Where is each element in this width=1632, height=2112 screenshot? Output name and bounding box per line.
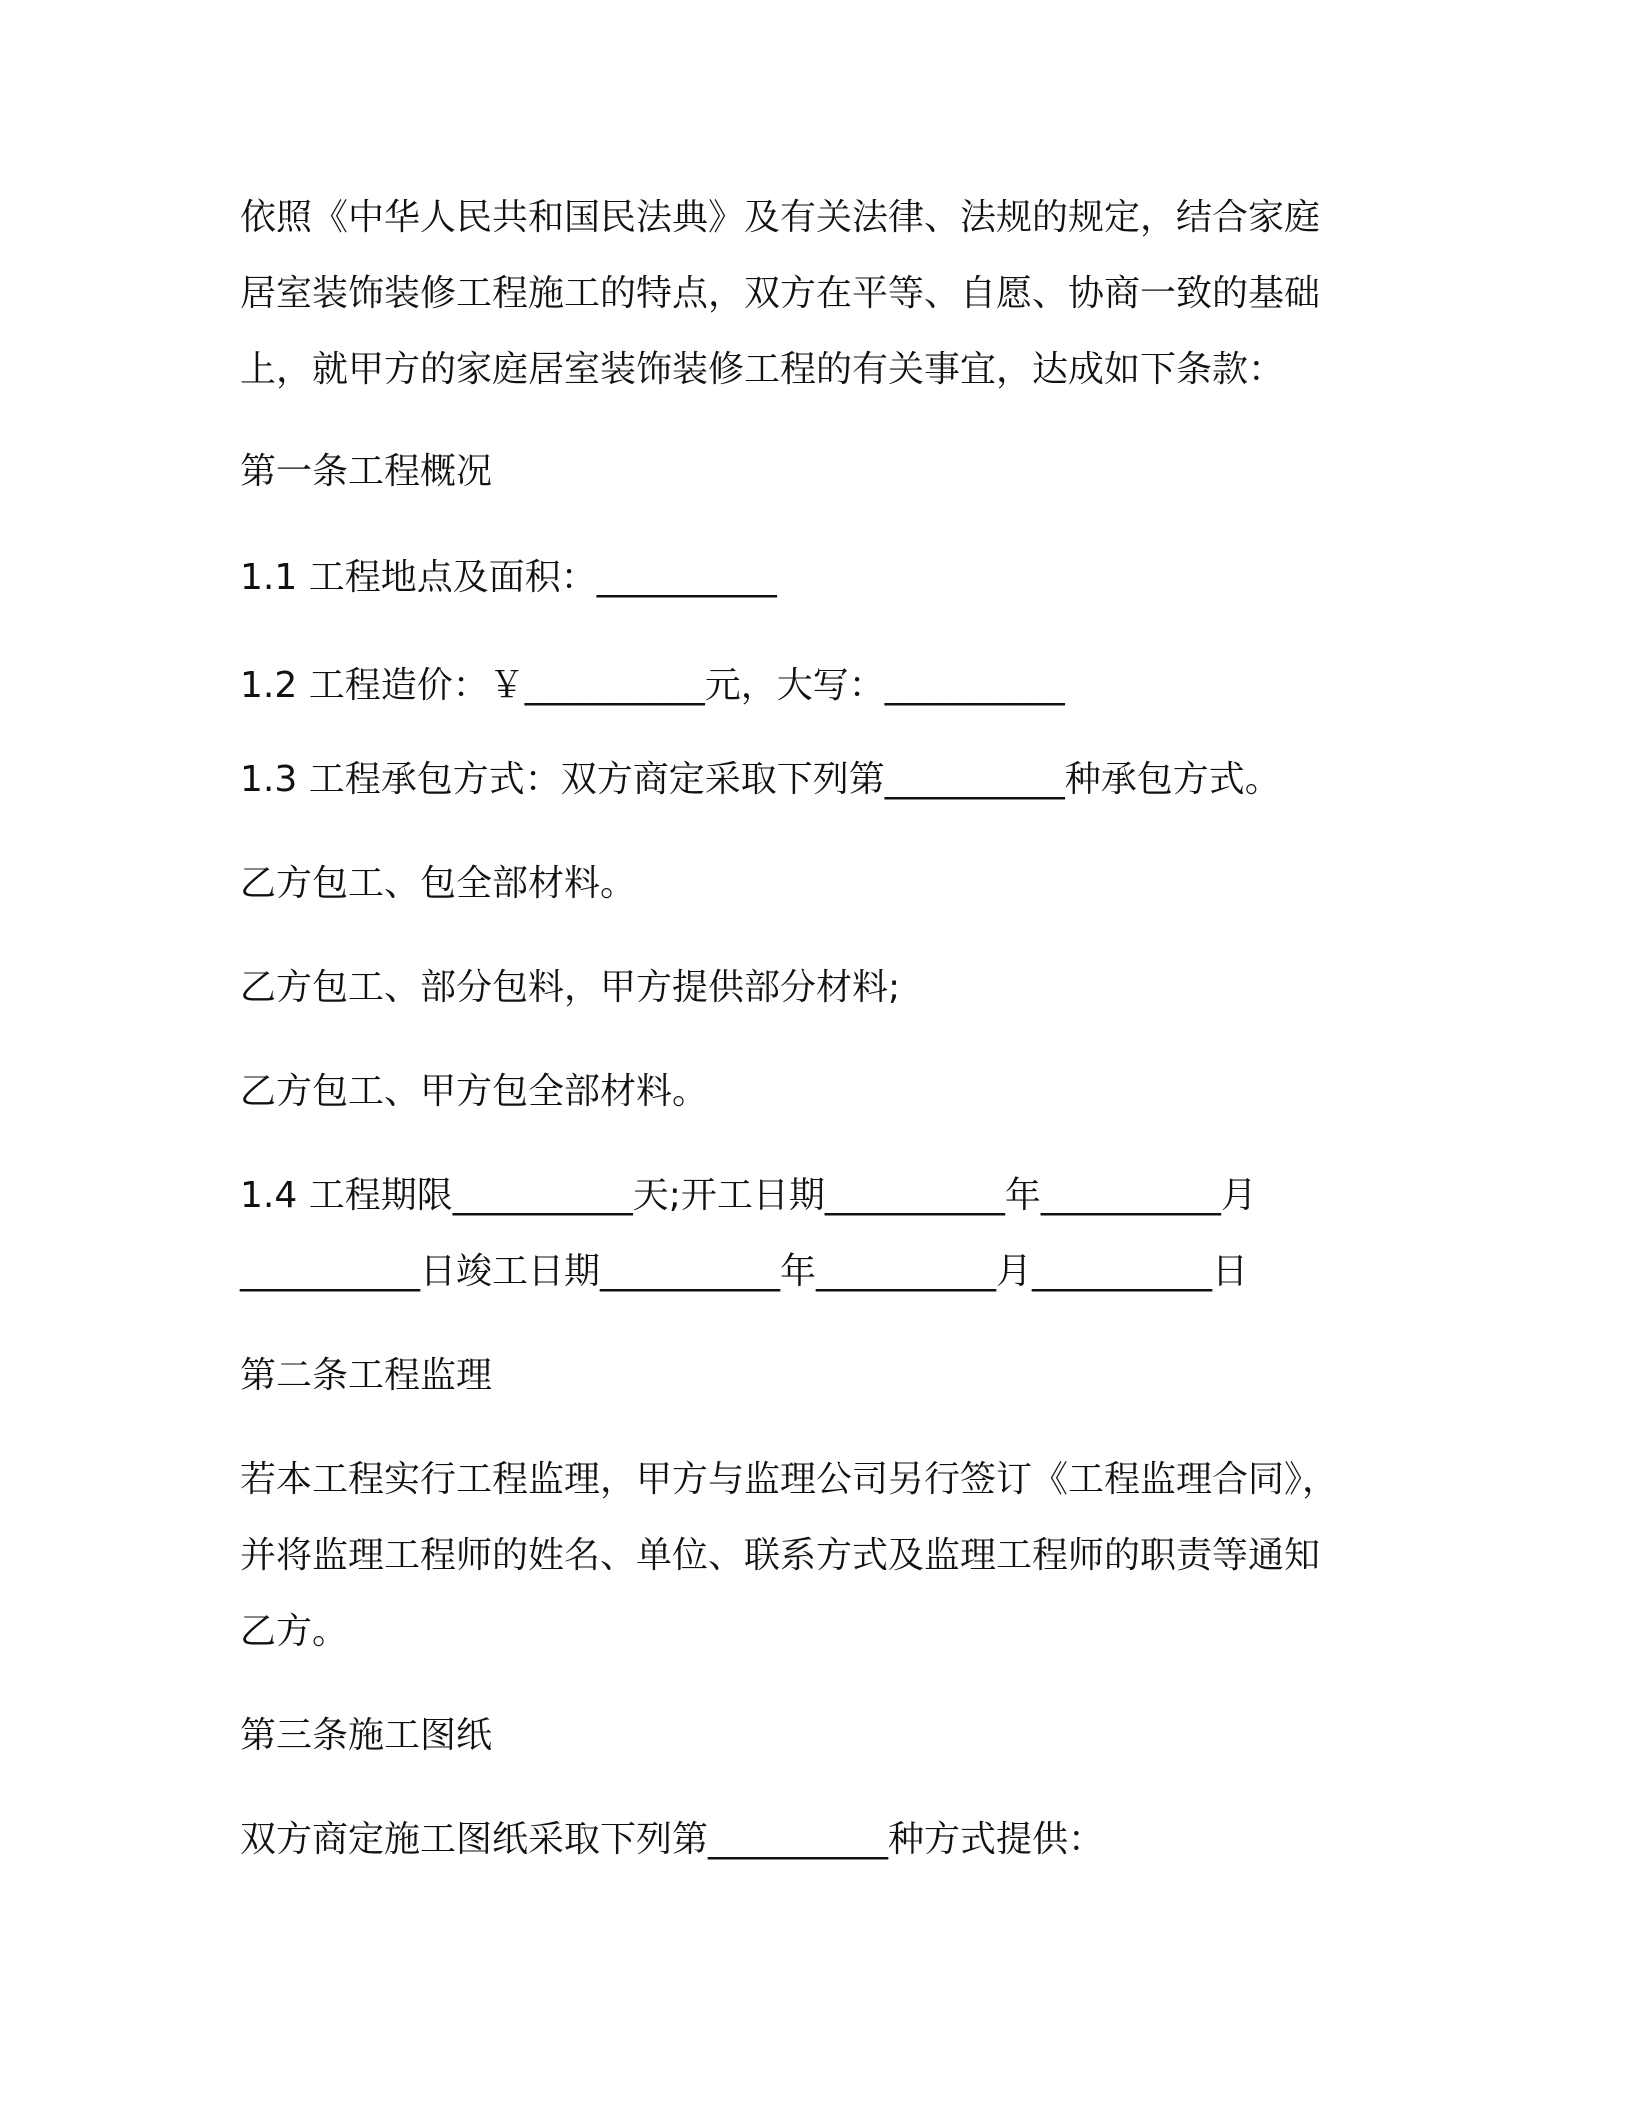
- clause-1-4-line-2: __________日竣工日期__________年__________月__________日: [240, 1251, 1249, 1292]
- clause-1-1: 1.1 工程地点及面积：__________: [240, 557, 777, 598]
- contract-option-2: 乙方包工、部分包料，甲方提供部分材料;: [240, 967, 901, 1008]
- intro-paragraph-line-3: 上，就甲方的家庭居室装饰装修工程的有关事宜，达成如下条款：: [240, 349, 1285, 390]
- clause-1-4-line-1: 1.4 工程期限__________天;开工日期__________年__________月: [240, 1175, 1257, 1216]
- article-2-paragraph-line-3: 乙方。: [240, 1611, 349, 1652]
- intro-paragraph-line-1: 依照《中华人民共和国民法典》及有关法律、法规的规定，结合家庭: [240, 197, 1321, 238]
- clause-1-2: 1.2 工程造价：￥__________元，大写：__________: [240, 665, 1065, 706]
- article-2-paragraph-line-1: 若本工程实行工程监理，甲方与监理公司另行签订《工程监理合同》，: [240, 1459, 1339, 1500]
- article-1-heading: 第一条工程概况: [240, 451, 493, 492]
- intro-paragraph-line-2: 居室装饰装修工程施工的特点，双方在平等、自愿、协商一致的基础: [240, 273, 1321, 314]
- clause-1-3: 1.3 工程承包方式：双方商定采取下列第__________种承包方式。: [240, 759, 1281, 800]
- article-2-heading: 第二条工程监理: [240, 1355, 493, 1396]
- article-2-paragraph-line-2: 并将监理工程师的姓名、单位、联系方式及监理工程师的职责等通知: [240, 1535, 1321, 1576]
- contract-option-3: 乙方包工、甲方包全部材料。: [240, 1071, 709, 1112]
- article-3-paragraph: 双方商定施工图纸采取下列第__________种方式提供：: [240, 1819, 1105, 1860]
- article-3-heading: 第三条施工图纸: [240, 1715, 493, 1756]
- contract-option-1: 乙方包工、包全部材料。: [240, 863, 637, 904]
